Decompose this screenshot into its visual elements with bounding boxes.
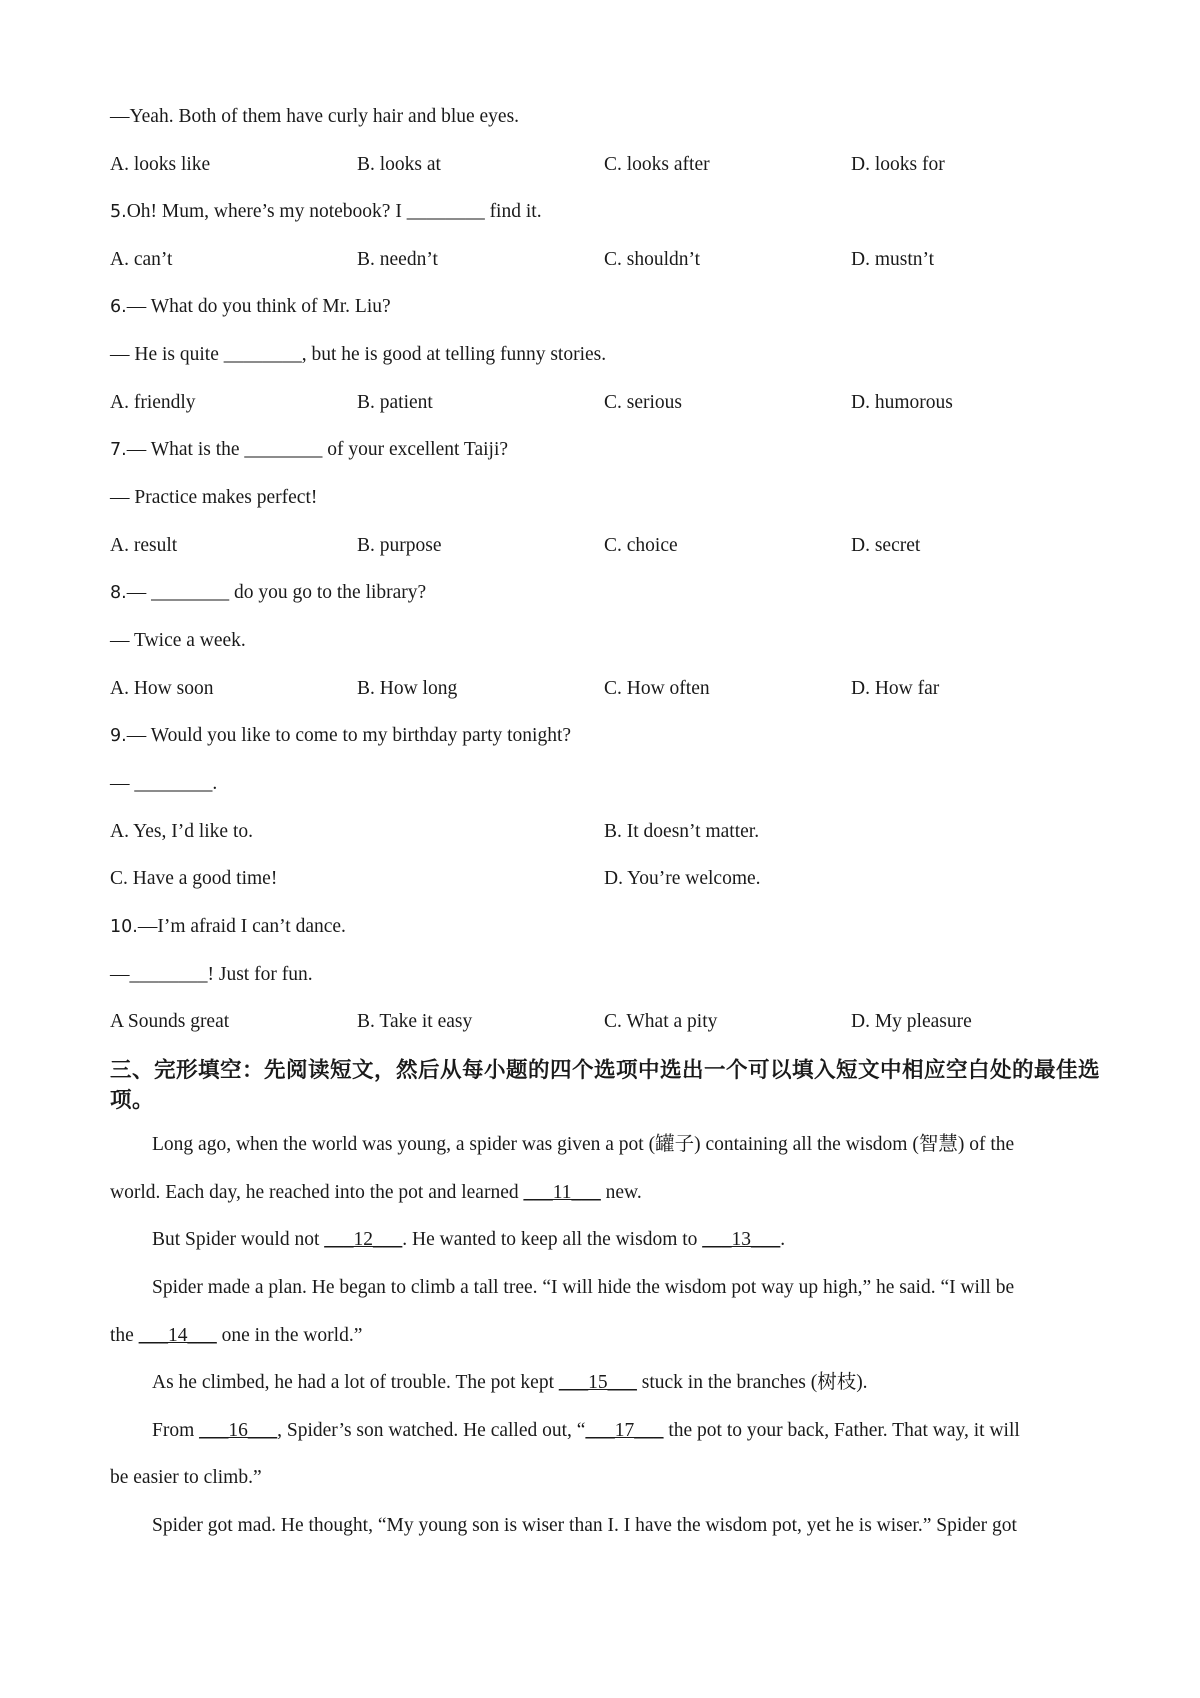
q10-option-a[interactable]: A Sounds great (110, 1011, 230, 1032)
passage-text: , Spider’s son watched. He called out, “ (277, 1420, 586, 1441)
q10-number: 10. (110, 917, 138, 937)
q7-option-b[interactable]: B. purpose (357, 535, 442, 556)
q7-option-c[interactable]: C. choice (604, 535, 678, 556)
q8-stem-text: — ________ do you go to the library? (126, 582, 427, 603)
passage-text: But Spider would not (152, 1229, 325, 1250)
passage-para-5-line-2: be easier to climb.” (110, 1467, 262, 1488)
q9-option-b[interactable]: B. It doesn’t matter. (604, 821, 760, 842)
q10-option-b[interactable]: B. Take it easy (357, 1011, 473, 1032)
q8-option-a[interactable]: A. How soon (110, 678, 214, 699)
q10-stem (110, 914, 346, 940)
passage-text: the pot to your back, Father. That way, it will (663, 1420, 1020, 1441)
passage-para-2 (152, 1227, 785, 1253)
q8-number: 8. (110, 583, 127, 603)
q9-stem (110, 723, 571, 749)
q8-option-d[interactable]: D. How far (851, 678, 940, 699)
q7-option-a[interactable]: A. result (110, 535, 178, 556)
q5-option-d[interactable]: D. mustn’t (851, 249, 935, 270)
q9-option-d[interactable]: D. You’re welcome. (604, 868, 761, 889)
passage-text: stuck in the branches (树枝). (636, 1372, 868, 1393)
passage-text: one in the world.” (216, 1325, 363, 1346)
q5-stem (110, 199, 542, 225)
q5-option-c[interactable]: C. shouldn’t (604, 249, 701, 270)
blank-15: ___15___ (558, 1372, 637, 1393)
q4-option-c[interactable]: C. looks after (604, 154, 710, 175)
q7-stem (110, 437, 508, 463)
q5-stem-text: Oh! Mum, where’s my notebook? I ________ find it. (126, 201, 542, 222)
passage-text: As he climbed, he had a lot of trouble. The pot kept (152, 1372, 559, 1393)
blank-11: ___11___ (523, 1182, 601, 1203)
q10-stem-text: —I’m afraid I can’t dance. (137, 916, 346, 937)
blank-16: ___16___ (199, 1420, 278, 1441)
q5-option-b[interactable]: B. needn’t (357, 249, 438, 270)
q6-option-a[interactable]: A. friendly (110, 392, 196, 413)
q10-reply: —________! Just for fun. (110, 964, 313, 985)
q6-option-c[interactable]: C. serious (604, 392, 682, 413)
q7-stem-text: — What is the ________ of your excellent Taiji? (126, 439, 509, 460)
passage-text: the (110, 1325, 139, 1346)
passage-text: world. Each day, he reached into the pot and learned (110, 1182, 524, 1203)
q9-stem-text: — Would you like to come to my birthday party tonight? (126, 725, 572, 746)
q6-option-d[interactable]: D. humorous (851, 392, 953, 413)
q7-number: 7. (110, 440, 127, 460)
passage-para-6-line-1: Spider got mad. He thought, “My young son is wiser than I. I have the wisdom pot, yet he is wiser.” Spider got (152, 1515, 1017, 1536)
q9-number: 9. (110, 726, 127, 746)
q10-option-c[interactable]: C. What a pity (604, 1011, 718, 1032)
passage-text: . He wanted to keep all the wisdom to (402, 1229, 703, 1250)
q4-option-b[interactable]: B. looks at (357, 154, 441, 175)
q9-option-c[interactable]: C. Have a good time! (110, 868, 278, 889)
q4-option-d[interactable]: D. looks for (851, 154, 945, 175)
q8-reply: — Twice a week. (110, 630, 246, 651)
q8-option-c[interactable]: C. How often (604, 678, 710, 699)
q6-stem (110, 294, 391, 320)
q5-option-a[interactable]: A. can’t (110, 249, 173, 270)
q8-option-b[interactable]: B. How long (357, 678, 458, 699)
q9-reply: — ________. (110, 773, 218, 794)
q6-reply: — He is quite ________, but he is good at telling funny stories. (110, 344, 607, 365)
passage-para-4 (152, 1370, 868, 1396)
passage-text: From (152, 1420, 200, 1441)
q6-number: 6. (110, 297, 127, 317)
q6-stem-text: — What do you think of Mr. Liu? (126, 296, 391, 317)
passage-para-1-line-2 (110, 1180, 642, 1206)
q4-option-a[interactable]: A. looks like (110, 154, 211, 175)
passage-text: new. (600, 1182, 642, 1203)
q5-number: 5. (110, 202, 127, 222)
passage-para-1-line-1: Long ago, when the world was young, a spider was given a pot (罐子) containing all the wisdom (智慧) of the (152, 1134, 1015, 1155)
q7-reply: — Practice makes perfect! (110, 487, 318, 508)
passage-para-5-line-1 (152, 1418, 1020, 1444)
q8-stem (110, 580, 426, 606)
blank-14: ___14___ (138, 1325, 217, 1346)
q7-option-d[interactable]: D. secret (851, 535, 921, 556)
q4-answer-line: —Yeah. Both of them have curly hair and blue eyes. (110, 106, 520, 127)
section-3-heading: 三、完形填空：先阅读短文，然后从每小题的四个选项中选出一个可以填入短文中相应空白处的最佳选项。 (110, 1058, 1101, 1113)
passage-para-3-line-1: Spider made a plan. He began to climb a tall tree. “I will hide the wisdom pot way up high,” he said. “I will be (152, 1277, 1015, 1298)
q10-option-d[interactable]: D. My pleasure (851, 1011, 972, 1032)
q9-option-a[interactable]: A. Yes, I’d like to. (110, 821, 254, 842)
passage-para-3-line-2 (110, 1323, 362, 1349)
blank-13: ___13___ (702, 1229, 781, 1250)
blank-12: ___12___ (324, 1229, 403, 1250)
blank-17: ___17___ (585, 1420, 664, 1441)
q6-option-b[interactable]: B. patient (357, 392, 433, 413)
passage-text: . (780, 1229, 786, 1250)
